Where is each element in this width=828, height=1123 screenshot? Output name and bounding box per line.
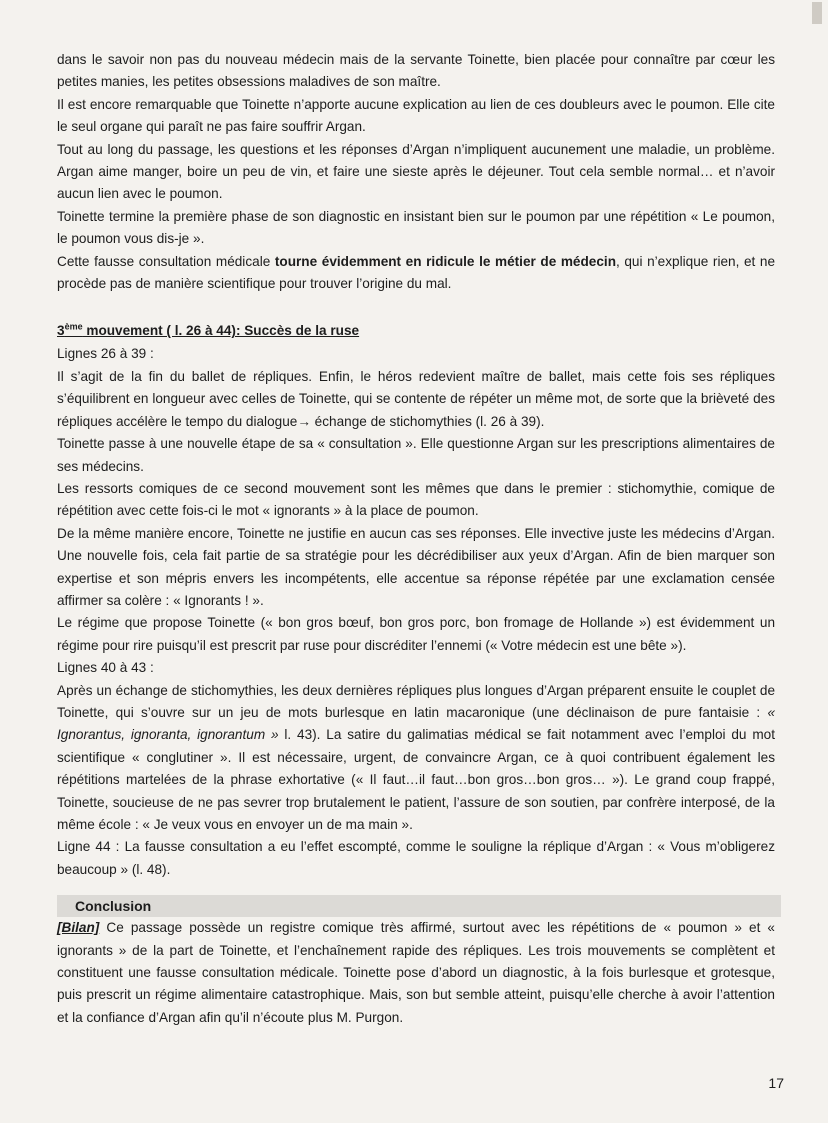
paragraph: Les ressorts comiques de ce second mouvement sont les mêmes que dans le premier : stichomythie, comique de répétition avec cette fois-ci le mot « ignorants » à la place de poumon. <box>57 480 775 519</box>
paragraph: Après un échange de stichomythies, les deux dernières répliques plus longues d’Argan préparent ensuite le couplet de Toinette, qui s’ouvre sur un jeu de mots burlesque en latin macaronique (une déclinaison de pure fantaisie : « Ignorantus, ignoranta, ignorantum » l. 43). La satire du galimatias médical se fait notamment avec l’emploi du mot scientifique « conglutiner ». Il est nécessaire, urgent, de convaincre Argan, ce à quoi contribuent également les répétitions martelées de la phrase exhortative (« Il faut…il faut…bon gros…bon gros… »). Le grand coup frappé, Toinette, soucieuse de ne pas sevrer trop brutalement le patient, l’assure de son soutien, par confrère interposé, de la même école : « Je veux vous en envoyer un de ma main ». <box>57 682 775 832</box>
paragraph: De la même manière encore, Toinette ne justifie en aucun cas ses réponses. Elle invective juste les médecins d’Argan. Une nouvelle fois, cela fait partie de sa stratégie pour les décrédibiliser aux yeux d’Argan. Afin de bien marquer son expertise et son mépris envers les incompétents, elle accentue sa réponse répétée par une exclamation censée affirmer sa colère : « Ignorants ! ». <box>57 525 775 608</box>
scan-edge-mark <box>812 2 822 24</box>
conclusion-heading: Conclusion <box>57 895 781 917</box>
movement-3-heading: 3ème mouvement ( l. 26 à 44): Succès de la ruse <box>57 321 360 339</box>
paragraph-satire: Cette fausse consultation médicale tourne évidemment en ridicule le métier de médecin, qui n’explique rien, et ne procède pas de manière scientifique pour trouver l’origine du mal. <box>57 253 775 292</box>
conclusion-paragraph: [Bilan] Ce passage possède un registre comique très affirmé, surtout avec les répétitions de « poumon » et « ignorants » de la part de Toinette, et l’enchaînement rapide des répliques. Les trois mouvements se complètent et constituent une fausse consultation médicale. Toinette pose d’abord un diagnostic, à la fois burlesque et grotesque, puis prescrit un régime alimentaire catastrophique. Mais, son but semble atteint, puisqu’elle cherche à avoir l’attention et la confiance d’Argan afin qu’il n’écoute plus M. Purgon. <box>57 920 775 1025</box>
paragraph: Ligne 44 : La fausse consultation a eu l’effet escompté, comme le souligne la réplique d’Argan : « Vous m’obligerez beaucoup » (l. 48). <box>57 839 775 877</box>
bilan-tag: [Bilan] <box>57 920 100 936</box>
satire-emphasis: tourne évidemment en ridicule le métier de médecin <box>274 253 616 269</box>
paragraph: Le régime que propose Toinette (« bon gros bœuf, bon gros porc, bon fromage de Hollande ») est évidemment un régime pour rire puisqu’il est prescrit par ruse pour discréditer l’ennemi (« Votre médecin est une bête »). <box>57 615 775 653</box>
paragraph: dans le savoir non pas du nouveau médecin mais de la servante Toinette, bien placée pour connaître par cœur les petites manies, les petites obsessions maladives de son maître. <box>57 52 775 90</box>
latin-quote: « Ignorantus, ignoranta, ignorantum » <box>57 704 775 743</box>
paragraph: Il s’agit de la fin du ballet de répliques. Enfin, le héros redevient maître de ballet, mais cette fois ses répliques s’équilibrent en longueur avec celles de Toinette, qui se contente de répéter un même mot, de sorte que la brièveté des répliques accélère le tempo du dialogue→ échange de stichomythies (l. 26 à 39). <box>57 368 775 429</box>
paragraph: Toinette passe à une nouvelle étape de sa « consultation ». Elle questionne Argan sur les prescriptions alimentaires de ses médecins. <box>57 436 775 474</box>
lines-label: Lignes 40 à 43 : <box>57 660 154 676</box>
paragraph: Tout au long du passage, les questions et les réponses d’Argan n’impliquent aucunement une maladie, un problème. Argan aime manger, boire un peu de vin, et faire une sieste après le déjeuner. Tout cela semble normal… et n’avoir aucun lien avec le poumon. <box>57 141 775 202</box>
document-page <box>57 49 775 1029</box>
page-number: 17 <box>768 1075 784 1091</box>
lines-label: Lignes 26 à 39 : <box>57 346 154 362</box>
paragraph: Toinette termine la première phase de son diagnostic en insistant bien sur le poumon par une répétition « Le poumon, le poumon vous dis-je ». <box>57 208 775 247</box>
paragraph: Il est encore remarquable que Toinette n’apporte aucune explication au lien de ces doubleurs avec le poumon. Elle cite le seul organe qui paraît ne pas faire souffrir Argan. <box>57 96 775 135</box>
